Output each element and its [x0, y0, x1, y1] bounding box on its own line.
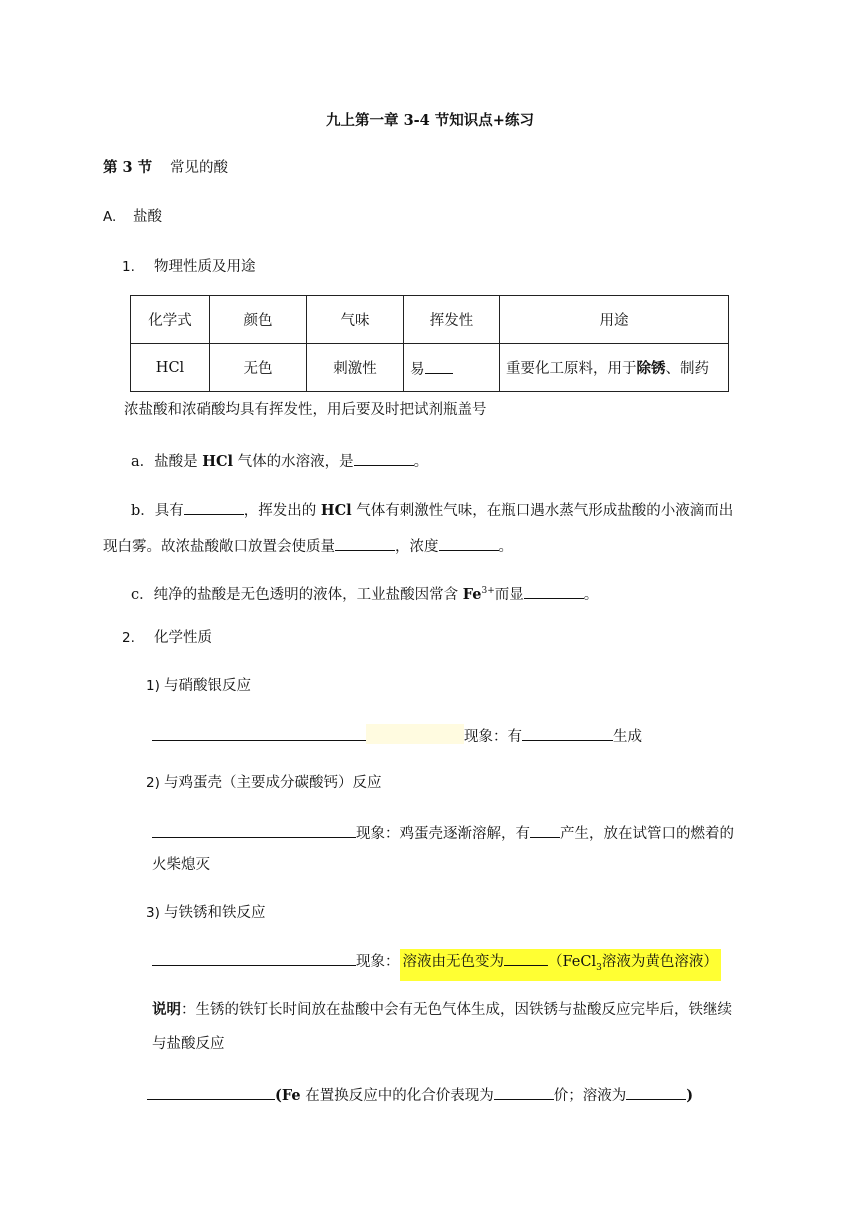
reaction-3-hl-sub: 3 [596, 962, 602, 973]
cell-use [500, 344, 729, 392]
item-b-line2-mid: ，浓度 [395, 539, 439, 555]
reaction-2-line1 [152, 821, 734, 844]
item-c-prefix: c．纯净的盐酸是无色透明的液体，工业盐酸因常含 [131, 586, 463, 603]
reaction-1-equation-blank[interactable] [152, 724, 366, 741]
part-a-marker: A. [103, 209, 117, 225]
item-a-bold: HCl [202, 453, 234, 470]
header-formula: 化学式 [131, 296, 210, 344]
use-bold: 除锈 [636, 360, 666, 377]
reaction-1-line [152, 724, 642, 747]
item-b-line1 [131, 498, 733, 521]
part-a-label: 盐酸 [133, 209, 162, 225]
item-a-end: 。 [413, 454, 429, 470]
item-c-suffix: 而显 [494, 586, 524, 603]
reaction-1-phen-prefix: 现象：有 [464, 729, 522, 745]
reaction-1-phen-suffix: 生成 [613, 729, 642, 745]
displacement-bold: Fe [281, 1087, 301, 1104]
item-c-blank[interactable] [524, 582, 584, 599]
item-c-end: 。 [583, 586, 599, 603]
item-2-label: 化学性质 [154, 630, 212, 646]
header-odor: 气味 [307, 296, 404, 344]
reaction-3-highlight [400, 949, 721, 981]
reaction-3-label: 与铁锈和铁反应 [164, 905, 266, 921]
section-number: 第 3 节 [103, 159, 153, 176]
displacement-solution-blank[interactable] [626, 1083, 686, 1100]
reaction-1-gap [366, 724, 464, 744]
reaction-3-hl-prefix: 溶液由无色变为 [402, 954, 504, 970]
page-title: 九上第一章 3-4 节知识点+练习 [326, 112, 534, 129]
table-row [131, 344, 729, 392]
item-c [131, 581, 598, 605]
item-c-sup: 3+ [481, 586, 495, 596]
item-b-prefix: b．具有 [131, 503, 184, 519]
cell-formula: HCl [131, 344, 210, 392]
reaction-2-phen-prefix: 现象：鸡蛋壳逐渐溶解，有 [356, 826, 530, 842]
displacement-mid2: 价；溶液为 [553, 1088, 627, 1104]
reaction-2-phen-blank[interactable] [530, 821, 560, 838]
reaction-1-label: 与硝酸银反应 [164, 678, 251, 694]
reaction-3-hl-suffix-pre: （FeCl [548, 954, 597, 970]
reaction-3-hl-suffix: 溶液为黄色溶液） [601, 954, 718, 970]
item-c-bold: Fe [462, 585, 482, 603]
item-b-blank-2[interactable] [335, 534, 395, 551]
explanation-text: ：生锈的铁钉长时间放在盐酸中会有无色气体生成，因铁锈与盐酸反应完毕后，铁继续 [181, 1002, 732, 1018]
item-b-suffix: 气体有刺激性气味，在瓶口遇水蒸气形成盐酸的小液滴而出 [351, 503, 734, 519]
item-a-prefix: a．盐酸是 [131, 454, 203, 470]
item-b-blank-1[interactable] [184, 498, 244, 515]
reaction-3-phen-prefix: 现象： [356, 954, 400, 970]
displacement-line [147, 1083, 693, 1106]
item-b-line2-end: 。 [498, 539, 513, 555]
reaction-3-equation-blank[interactable] [152, 949, 356, 966]
cell-volatility [404, 344, 500, 392]
reaction-2-phen-suffix: 产生，放在试管口的燃着的 [560, 826, 734, 842]
displacement-close: ) [686, 1087, 694, 1104]
explanation-line2: 与盐酸反应 [152, 1036, 225, 1052]
use-suffix: 、制药 [665, 361, 709, 377]
item-b-blank-3[interactable] [439, 534, 499, 551]
item-2-marker: 2. [122, 630, 135, 646]
volatility-prefix: 易 [410, 361, 425, 378]
reaction-3-line [152, 949, 721, 981]
item-b-line2-prefix: 现白雾。故浓盐酸敞口放置会使质量 [103, 539, 335, 555]
use-prefix: 重要化工原料，用于 [506, 361, 637, 377]
reaction-2-equation-blank[interactable] [152, 821, 356, 838]
item-a-blank[interactable] [354, 449, 414, 466]
reaction-2-label: 与鸡蛋壳（主要成分碳酸钙）反应 [164, 775, 382, 791]
reaction-2-marker: 2) [146, 775, 160, 791]
header-use: 用途 [500, 296, 729, 344]
reaction-1-marker: 1) [146, 678, 160, 694]
item-1-marker: 1. [122, 259, 135, 275]
table-header-row [131, 296, 729, 344]
physical-properties-table [130, 295, 729, 392]
section-title: 常见的酸 [170, 160, 228, 176]
displacement-mid: 在置换反应中的化合价表现为 [300, 1088, 494, 1104]
reaction-1-phen-blank[interactable] [522, 724, 613, 741]
header-color: 颜色 [210, 296, 307, 344]
reaction-3-phen-blank[interactable] [504, 949, 548, 966]
item-b-bold: HCl [320, 502, 352, 519]
volatility-blank[interactable] [425, 357, 453, 374]
volatile-note: 浓盐酸和浓硝酸均具有挥发性，用后要及时把试剂瓶盖号 [124, 402, 487, 418]
displacement-open: ( [275, 1087, 282, 1104]
cell-color: 无色 [210, 344, 307, 392]
cell-odor: 刺激性 [307, 344, 404, 392]
item-1-label: 物理性质及用途 [154, 259, 256, 275]
reaction-3-marker: 3) [146, 905, 160, 921]
displacement-equation-blank[interactable] [147, 1083, 275, 1100]
item-a [131, 449, 428, 472]
reaction-2-line2: 火柴熄灭 [152, 857, 210, 873]
item-a-suffix: 气体的水溶液，是 [233, 454, 354, 470]
item-b-line2 [103, 534, 513, 557]
displacement-valence-blank[interactable] [494, 1083, 554, 1100]
explanation-line1 [152, 1000, 732, 1020]
header-volatility: 挥发性 [404, 296, 500, 344]
explanation-bold: 说明 [152, 1001, 181, 1018]
item-b-mid: ，挥发出的 [243, 503, 321, 519]
